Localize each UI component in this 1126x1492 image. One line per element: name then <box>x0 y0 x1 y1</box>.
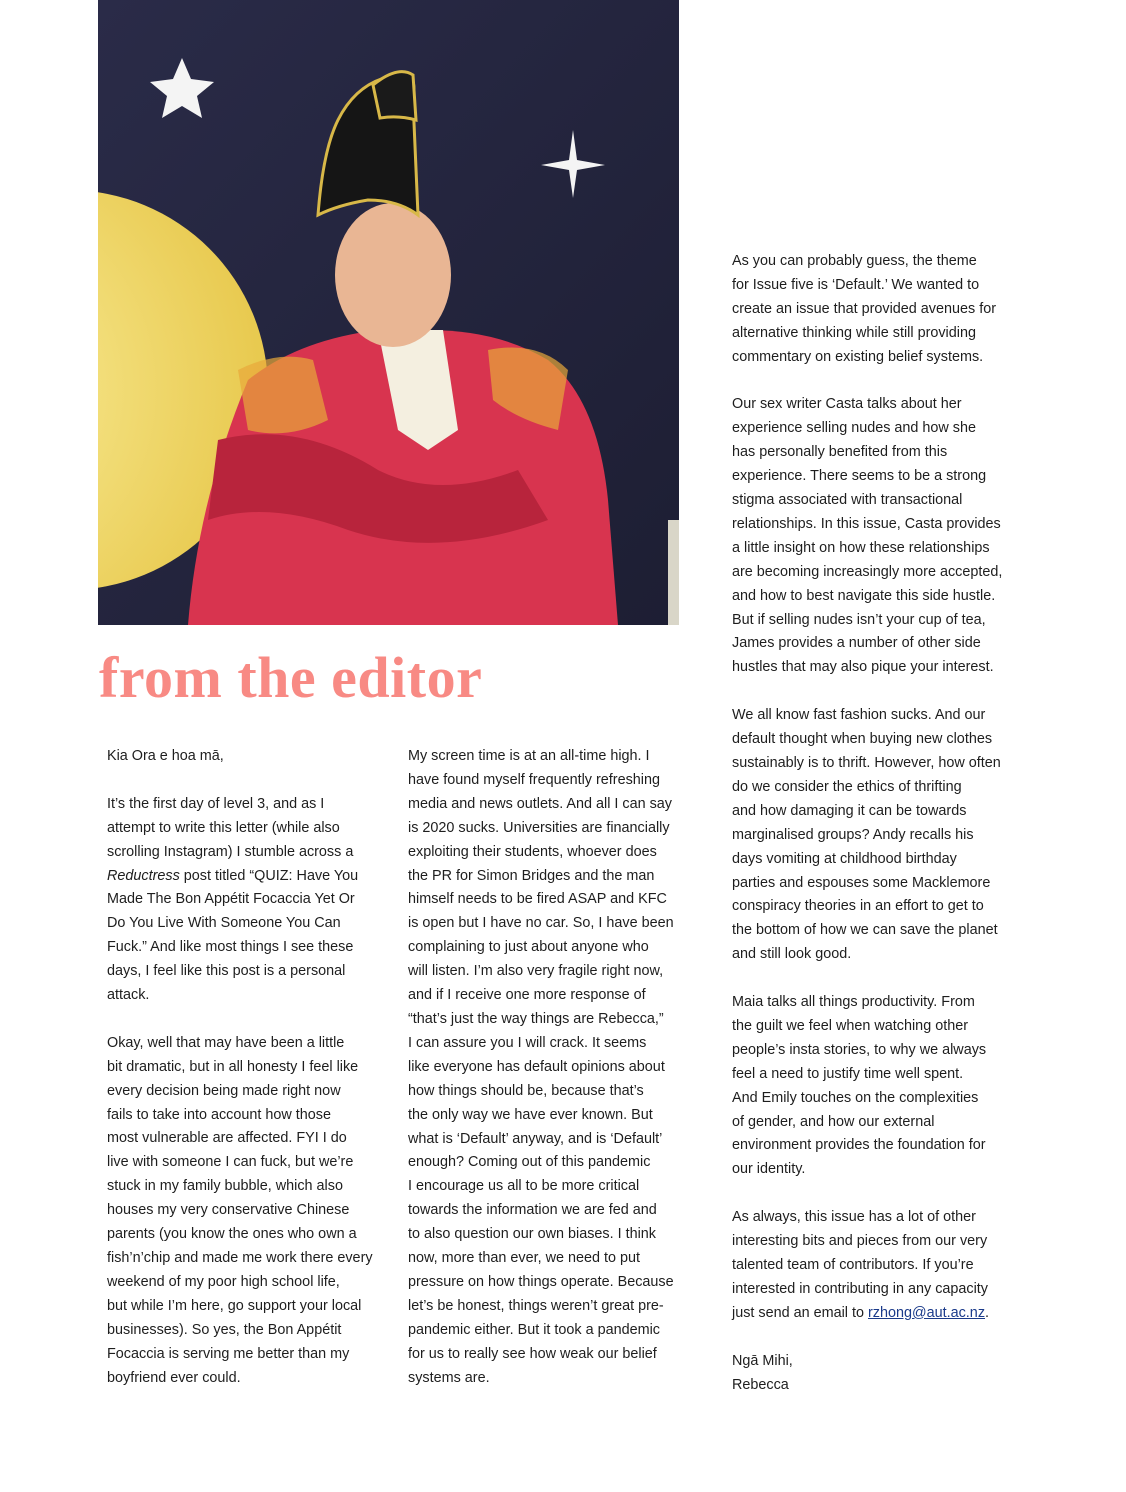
text-line: Fuck.” And like most things I see these <box>107 939 354 956</box>
column-3 <box>732 250 1002 1421</box>
text-line: the PR for Simon Bridges and the man <box>408 867 655 884</box>
text-line: interested in contributing in any capacity <box>732 1280 988 1297</box>
text-line: Do You Live With Someone You Can <box>107 915 341 932</box>
text-line: “that’s just the way things are Rebecca,” <box>408 1010 664 1027</box>
text-line: Our sex writer Casta talks about her <box>732 396 962 413</box>
text-line: pressure on how things operate. Because <box>408 1273 674 1290</box>
text-line: live with someone I can fuck, but we’re <box>107 1154 354 1171</box>
text-line: feel a need to justify time well spent. <box>732 1065 964 1082</box>
text-line: environment provides the foundation for <box>732 1137 986 1154</box>
editor-portrait-photo <box>98 0 679 625</box>
text-line: is open but I have no car. So, I have been <box>408 915 674 932</box>
text-line: marginalised groups? Andy recalls his <box>732 826 974 843</box>
text-line: for Issue five is ‘Default.’ We wanted to <box>732 276 980 293</box>
text-line: I can assure you I will crack. It seems <box>408 1034 647 1051</box>
text-line: scrolling Instagram) I stumble across a <box>107 843 354 860</box>
text-line: stuck in my family bubble, which also <box>107 1178 343 1195</box>
text-line: and if I receive one more response of <box>408 987 646 1004</box>
text-line: talented team of contributors. If you’re <box>732 1257 974 1273</box>
text-line: weekend of my poor high school life, <box>107 1273 340 1290</box>
text-segment: just send an email to <box>732 1304 868 1321</box>
text-line: Focaccia is serving me better than my <box>107 1345 350 1362</box>
text-line: days vomiting at childhood birthday <box>732 850 957 867</box>
text-line: are becoming increasingly more accepted, <box>732 563 1003 580</box>
text-line: James provides a number of other side <box>732 635 981 652</box>
paragraph <box>107 745 373 769</box>
text-line: let’s be honest, things weren’t great pre- <box>408 1297 664 1314</box>
column-1 <box>107 745 373 1414</box>
text-line: and how damaging it can be towards <box>732 802 967 819</box>
text-line: default thought when buying new clothes <box>732 731 993 748</box>
text-line: himself needs to be fired ASAP and KFC <box>408 891 667 908</box>
text-line: and how to best navigate this side hustle. <box>732 587 996 604</box>
text-line: attempt to write this letter (while also <box>107 819 340 836</box>
text-line: Made The Bon Appétit Focaccia Yet Or <box>107 891 355 908</box>
text-line: of gender, and how our external <box>732 1113 935 1130</box>
text-line: Rebecca <box>732 1376 789 1393</box>
paragraph <box>732 1206 1002 1326</box>
text-line: But if selling nudes isn’t your cup of tea, <box>732 611 986 628</box>
text-line: And Emily touches on the complexities <box>732 1089 979 1106</box>
paragraph <box>732 991 1002 1182</box>
paragraph <box>732 1350 1002 1398</box>
text-line: I encourage us all to be more critical <box>408 1178 640 1195</box>
text-line: the bottom of how we can save the planet <box>732 922 998 939</box>
text-line: people’s insta stories, to why we always <box>732 1041 987 1058</box>
text-line: It’s the first day of level 3, and as I <box>107 795 325 812</box>
text-line: exploiting their students, whoever does <box>408 843 657 860</box>
text-line: businesses). So yes, the Bon Appétit <box>107 1321 342 1338</box>
text-line: how things should be, because that’s <box>408 1082 644 1099</box>
text-line: towards the information we are fed and <box>408 1202 657 1219</box>
text-line: and still look good. <box>732 946 852 963</box>
text-line: commentary on existing belief systems. <box>732 348 984 365</box>
text-line: Ngā Mihi, <box>732 1352 793 1369</box>
text-line: hustles that may also pique your interest. <box>732 659 994 676</box>
text-line: parents (you know the ones who own a <box>107 1226 357 1243</box>
paragraph <box>408 745 674 1390</box>
text-line: parties and espouses some Macklemore <box>732 874 991 891</box>
paragraph <box>107 793 373 1008</box>
text-line: has personally benefited from this <box>732 444 948 461</box>
text-line: the guilt we feel when watching other <box>732 1017 968 1034</box>
text-line: most vulnerable are affected. FYI I do <box>107 1130 347 1147</box>
text-line: what is ‘Default’ anyway, and is ‘Default’ <box>408 1130 663 1147</box>
text-line: systems are. <box>408 1369 490 1386</box>
text-line: Okay, well that may have been a little <box>107 1034 345 1051</box>
text-line: media and news outlets. And all I can say <box>408 795 672 812</box>
text-line: will listen. I’m also very fragile right now, <box>408 963 664 980</box>
text-line: like everyone has default opinions about <box>408 1058 665 1075</box>
text-line: conspiracy theories in an effort to get to <box>732 898 984 915</box>
text-line: sustainably is to thrift. However, how often <box>732 755 1001 771</box>
text-line: but while I’m here, go support your local <box>107 1297 362 1314</box>
text-line: attack. <box>107 987 150 1004</box>
text-line: Kia Ora e hoa mā, <box>107 748 224 764</box>
text-line: pandemic either. But it took a pandemic <box>408 1321 660 1338</box>
text-line: do we consider the ethics of thrifting <box>732 778 962 795</box>
face <box>335 203 451 347</box>
paragraph <box>732 393 1002 680</box>
text-line: every decision being made right now <box>107 1082 341 1099</box>
paragraph <box>107 1032 373 1391</box>
text-line: As always, this issue has a lot of other <box>732 1209 976 1226</box>
text-line <box>107 865 373 889</box>
text-line: a little insight on how these relationships <box>732 539 990 556</box>
text-line: now, more than ever, we need to put <box>408 1250 640 1267</box>
publication-name: Reductress <box>107 867 180 884</box>
text-line: houses my very conservative Chinese <box>107 1202 350 1219</box>
text-line: experience. There seems to be a strong <box>732 468 987 485</box>
text-line <box>732 1302 1002 1326</box>
text-line: fish’n’chip and made me work there every <box>107 1250 373 1266</box>
text-line: stigma associated with transactional <box>732 492 963 509</box>
text-line: experience selling nudes and how she <box>732 420 977 437</box>
text-segment: post titled “QUIZ: Have You <box>179 867 359 884</box>
text-line: boyfriend ever could. <box>107 1369 241 1386</box>
text-line: Maia talks all things productivity. From <box>732 994 975 1011</box>
text-line: is 2020 sucks. Universities are financially <box>408 819 670 836</box>
text-line: complaining to just about anyone who <box>408 939 649 956</box>
text-segment: . <box>985 1304 990 1321</box>
text-line: We all know fast fashion sucks. And our <box>732 707 986 724</box>
text-line: have found myself frequently refreshing <box>408 771 660 788</box>
text-line: alternative thinking while still providing <box>732 324 976 341</box>
text-line: bit dramatic, but in all honesty I feel like <box>107 1058 359 1075</box>
column-2 <box>408 745 674 1414</box>
text-line: our identity. <box>732 1161 806 1178</box>
text-line: enough? Coming out of this pandemic <box>408 1154 651 1171</box>
text-line: create an issue that provided avenues for <box>732 300 996 317</box>
text-line: to also question our own biases. I think <box>408 1226 656 1243</box>
page-title: from the editor <box>99 645 483 710</box>
paragraph <box>732 250 1002 370</box>
text-line: days, I feel like this post is a personal <box>107 963 346 980</box>
text-line: interesting bits and pieces from our very <box>732 1233 988 1250</box>
text-line: the only way we have ever known. But <box>408 1106 653 1123</box>
text-line: relationships. In this issue, Casta provides <box>732 515 1001 532</box>
text-line: fails to take into account how those <box>107 1106 331 1123</box>
text-line: My screen time is at an all-time high. I <box>408 748 650 764</box>
paragraph <box>732 704 1002 967</box>
text-line: As you can probably guess, the theme <box>732 253 977 269</box>
text-line: for us to really see how weak our belief <box>408 1345 657 1362</box>
email-link[interactable]: rzhong@aut.ac.nz <box>868 1304 986 1321</box>
